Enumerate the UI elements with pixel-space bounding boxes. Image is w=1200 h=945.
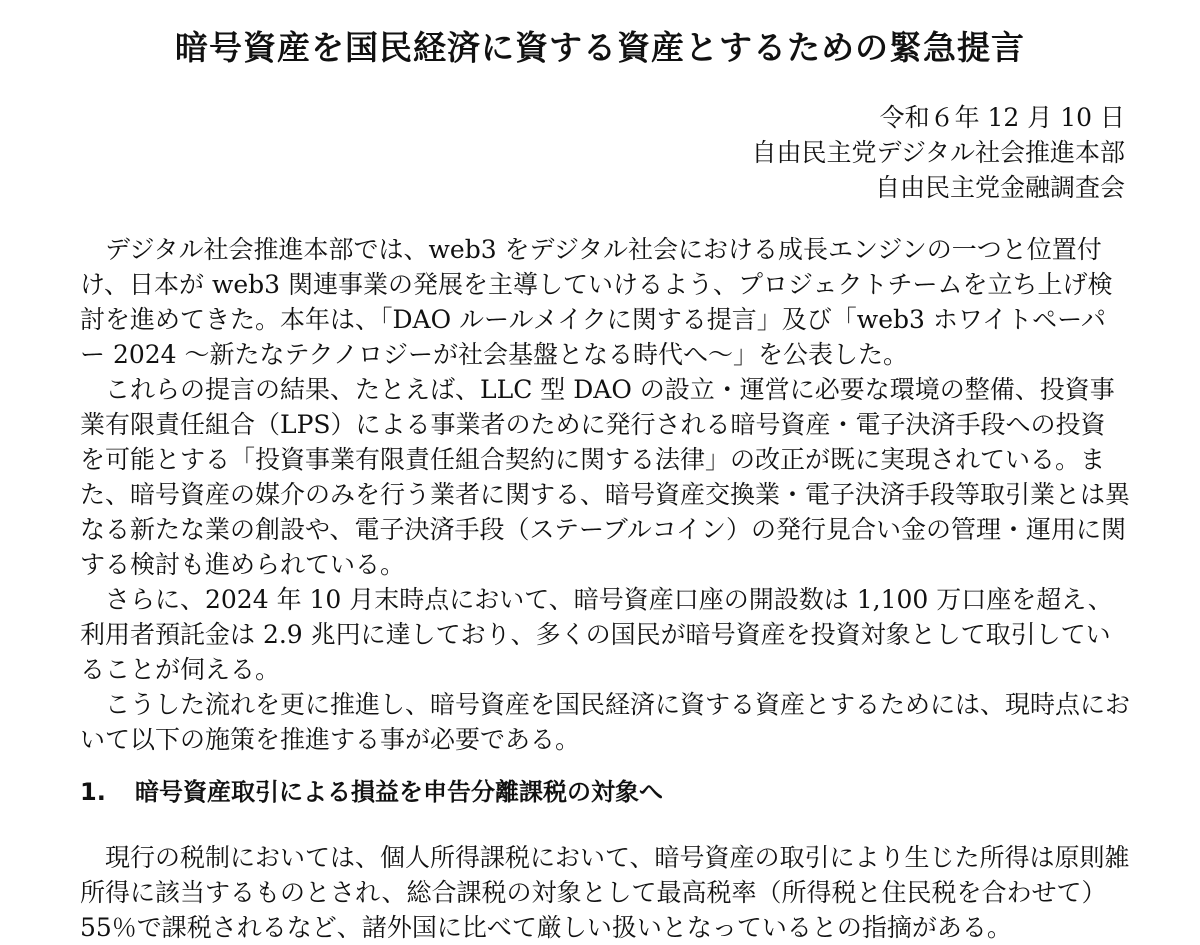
- section-number: 1.: [80, 778, 106, 806]
- body-paragraph: 現行の税制においては、個人所得課税において、暗号資産の取引により生じた所得は原則雑所得に該当するものとされ、総合課税の対象として最高税率（所得税と住民税を合わせて）55％で課税されるなど、諸外国に比べて厳しい扱いとなっているとの指摘がある。: [80, 843, 1130, 942]
- body-paragraph: これらの提言の結果、たとえば、LLC 型 DAO の設立・運営に必要な環境の整備、投資事業有限責任組合（LPS）による事業者のために発行される暗号資産・電子決済手段への投資を可能とする「投資事業有限責任組合契約に関する法律」の改正が既に実現されている。また、暗号資産の媒介のみを行う業者に関する、暗号資産交換業・電子決済手段等取引業とは異なる新たな業の創設や、電子決済手段（ステーブルコイン）の発行見合い金の管理・運用に関する検討も進められている。: [80, 375, 1131, 579]
- section-heading: [80, 772, 663, 807]
- author-line: 自由民主党デジタル社会推進本部: [751, 138, 1125, 167]
- author-line: 自由民主党金融調査会: [874, 173, 1125, 202]
- section-body: [80, 840, 1130, 945]
- document-meta: [751, 100, 1125, 205]
- intro-body: [80, 232, 1130, 757]
- document-title: 暗号資産を国民経済に資する資産とするための緊急提言: [175, 28, 1025, 67]
- section-heading-text: 暗号資産取引による損益を申告分離課税の対象へ: [135, 778, 663, 806]
- body-paragraph: こうした流れを更に推進し、暗号資産を国民経済に資する資産とするためには、現時点において以下の施策を推進する事が必要である。: [80, 690, 1131, 754]
- body-paragraph: さらに、2024 年 10 月末時点において、暗号資産口座の開設数は 1,100 万口座を超え、利用者預託金は 2.9 兆円に達しており、多くの国民が暗号資産を投資対象として取引していることが伺える。: [80, 585, 1113, 684]
- document-date: 令和６年 12 月 10 日: [879, 103, 1125, 132]
- body-paragraph: デジタル社会推進本部では、web3 をデジタル社会における成長エンジンの一つと位置付け、日本が web3 関連事業の発展を主導していけるよう、プロジェクトチームを立ち上げ検討を進めてきた。本年は、「DAO ルールメイクに関する提言」及び「web3 ホワイトペーパー 2024 ～新たなテクノロジーが社会基盤となる時代へ～」を公表した。: [80, 235, 1113, 369]
